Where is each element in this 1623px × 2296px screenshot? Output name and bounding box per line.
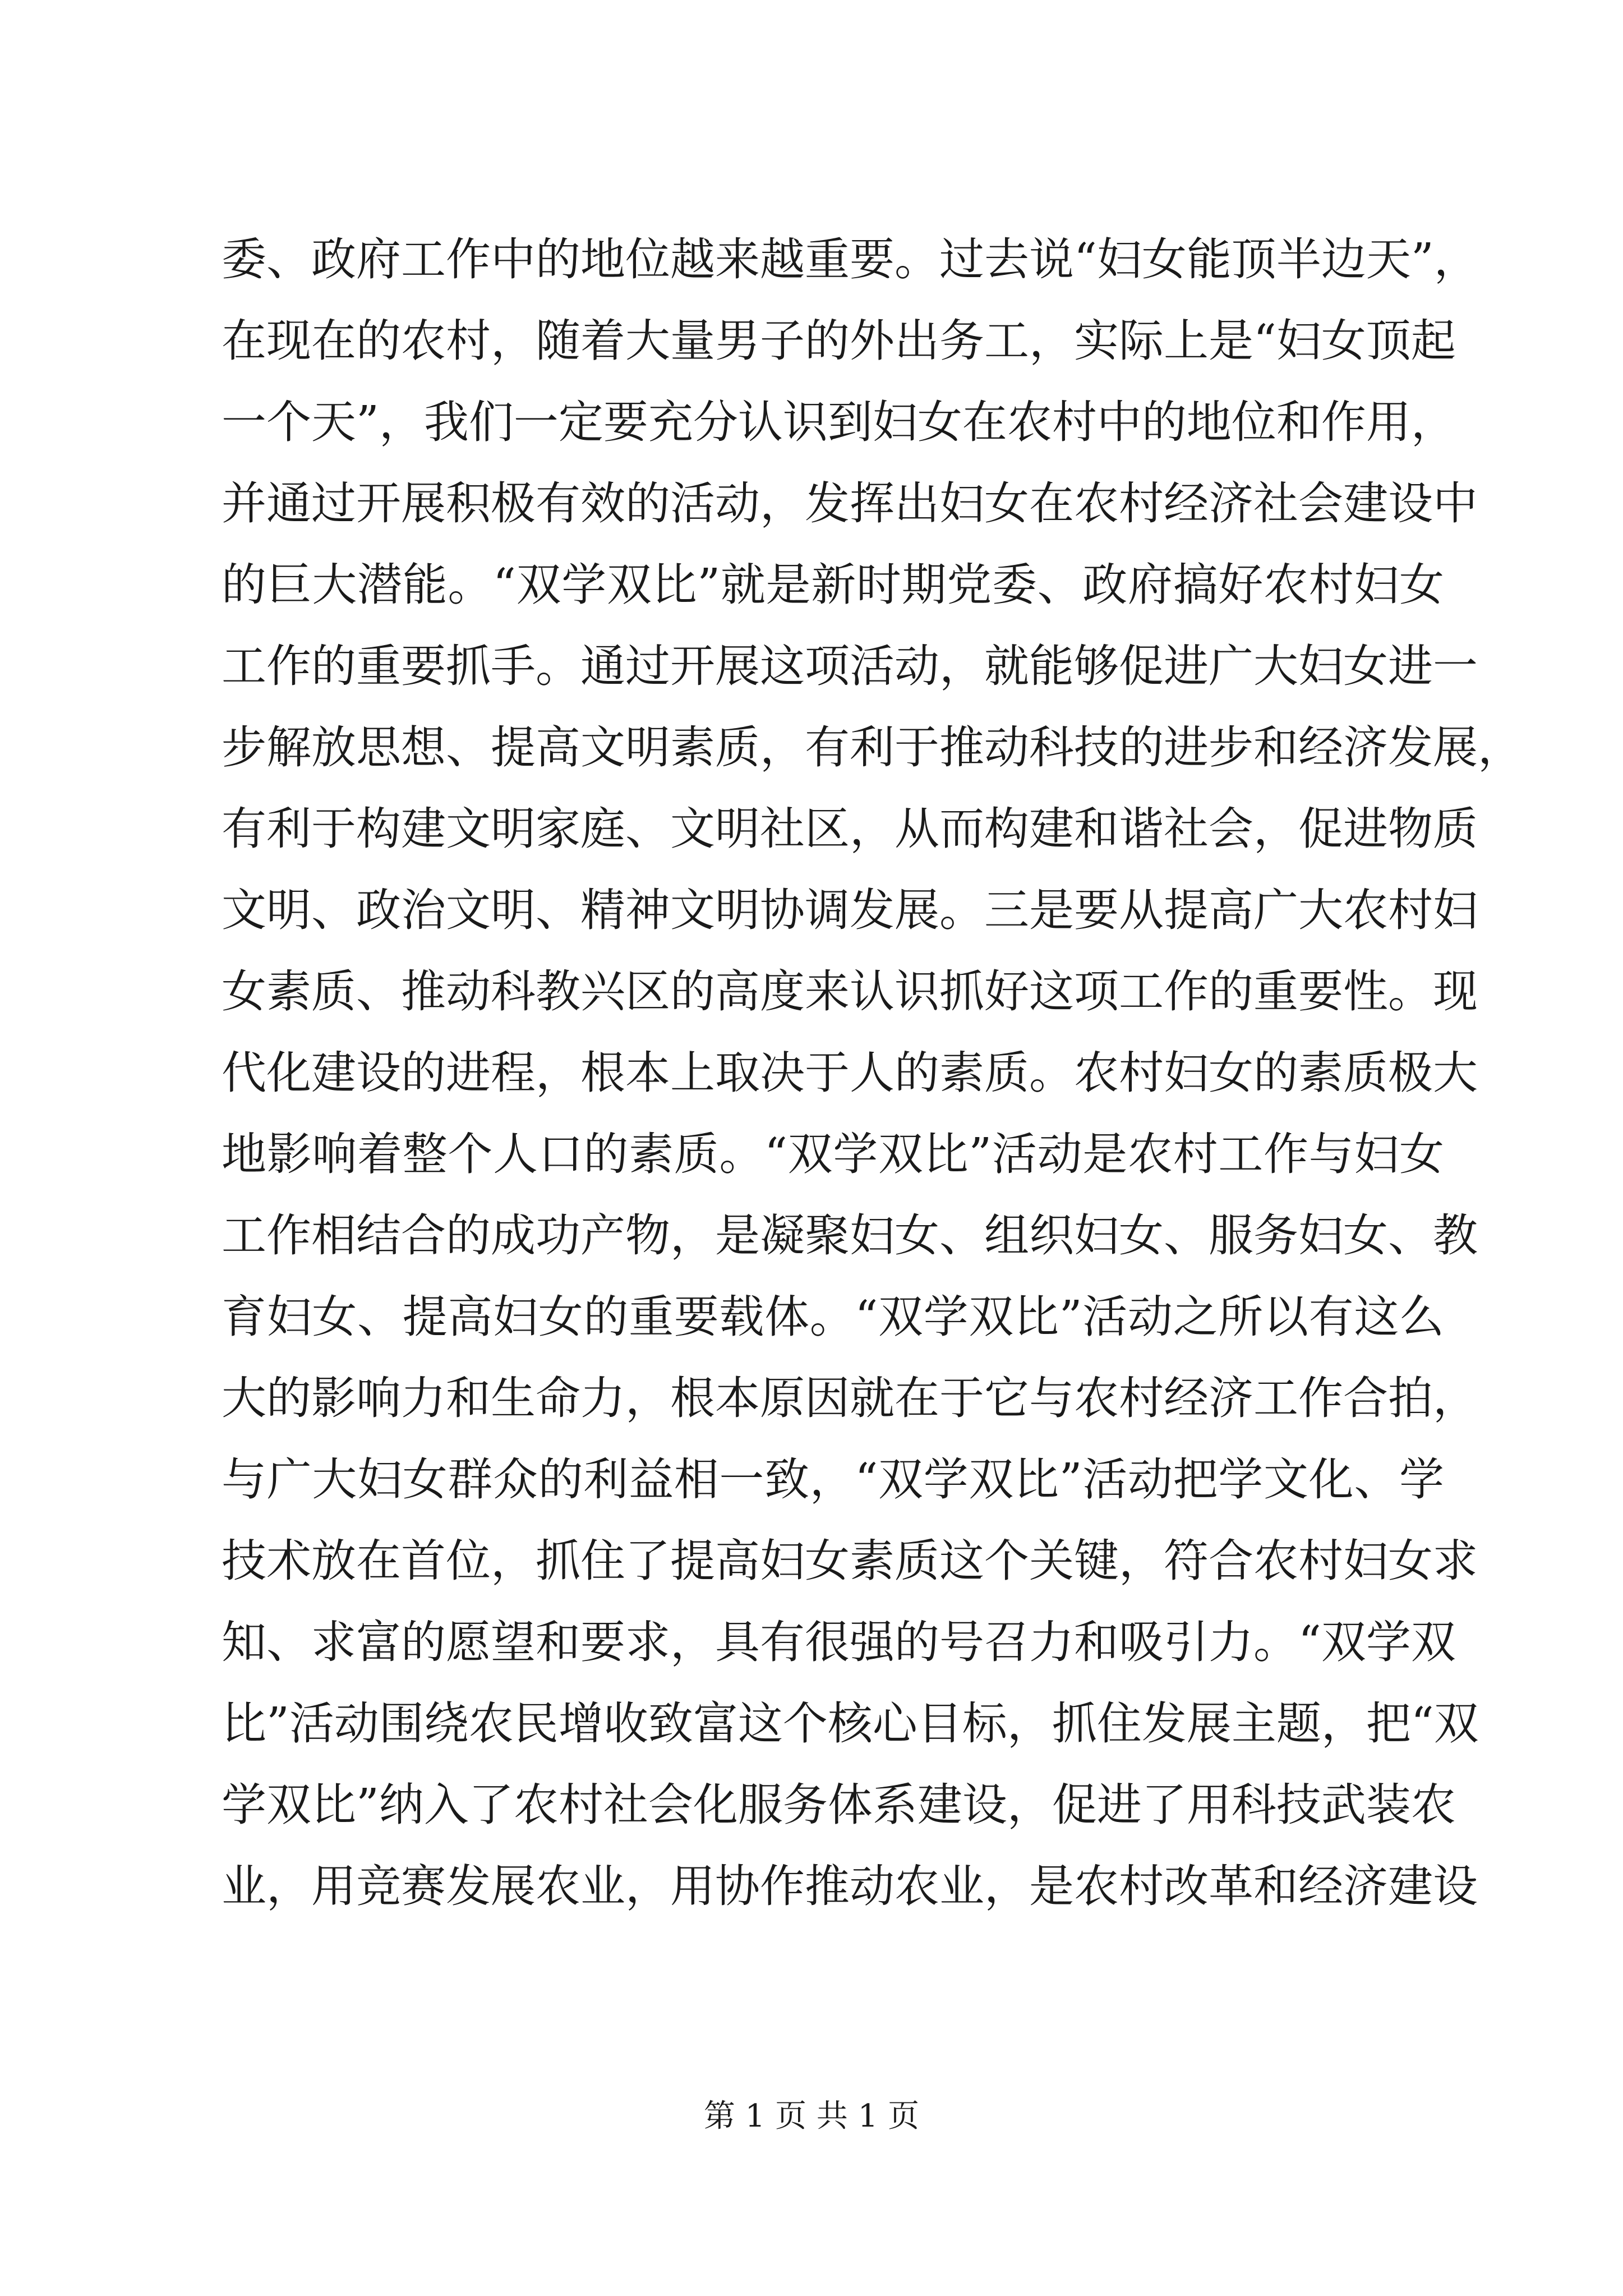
text-line: 文明、政治文明、精神文明协调发展。三是要从提高广大农村妇	[222, 884, 1478, 936]
text-line: 与广大妇女群众的利益相一致，“双学双比”活动把学文化、学	[222, 1453, 1444, 1506]
text-line: 委、政府工作中的地位越来越重要。过去说“妇女能顶半边天”，	[222, 233, 1479, 286]
text-line: 有利于构建文明家庭、文明社区，从而构建和谐社会，促进物质	[222, 803, 1478, 855]
text-line: 知、求富的愿望和要求，具有很强的号召力和吸引力。“双学双	[222, 1616, 1456, 1668]
text-line: 一个天”，我们一定要充分认识到妇女在农村中的地位和作用，	[222, 396, 1456, 448]
text-line: 工作相结合的成功产物，是凝聚妇女、组织妇女、服务妇女、教	[222, 1209, 1478, 1262]
text-line: 代化建设的进程，根本上取决于人的素质。农村妇女的素质极大	[222, 1047, 1478, 1099]
text-line: 育妇女、提高妇女的重要载体。“双学双比”活动之所以有这么	[222, 1291, 1444, 1343]
text-line: 步解放思想、提高文明素质，有利于推动科技的进步和经济发展，	[222, 721, 1523, 774]
text-line: 大的影响力和生命力，根本原因就在于它与农村经济工作合拍，	[222, 1372, 1478, 1424]
text-line: 比”活动围绕农民增收致富这个核心目标，抓住发展主题，把“双	[222, 1697, 1479, 1750]
text-line: 业，用竞赛发展农业，用协作推动农业，是农村改革和经济建设	[222, 1860, 1478, 1912]
text-line: 的巨大潜能。“双学双比”就是新时期党委、政府搞好农村妇女	[222, 559, 1444, 611]
text-line: 在现在的农村，随着大量男子的外出务工，实际上是“妇女顶起	[222, 315, 1456, 367]
body-text	[222, 219, 1523, 1927]
text-line: 地影响着整个人口的素质。“双学双比”活动是农村工作与妇女	[222, 1128, 1444, 1180]
text-line: 技术放在首位，抓住了提高妇女素质这个关键，符合农村妇女求	[222, 1535, 1478, 1587]
text-line: 学双比”纳入了农村社会化服务体系建设，促进了用科技武装农	[222, 1779, 1456, 1831]
text-line: 女素质、推动科教兴区的高度来认识抓好这项工作的重要性。现	[222, 965, 1478, 1018]
page-footer: 第 1 页 共 1 页	[703, 2098, 920, 2134]
text-line: 工作的重要抓手。通过开展这项活动，就能够促进广大妇女进一	[222, 640, 1478, 692]
text-line: 并通过开展积极有效的活动，发挥出妇女在农村经济社会建设中	[222, 477, 1478, 530]
